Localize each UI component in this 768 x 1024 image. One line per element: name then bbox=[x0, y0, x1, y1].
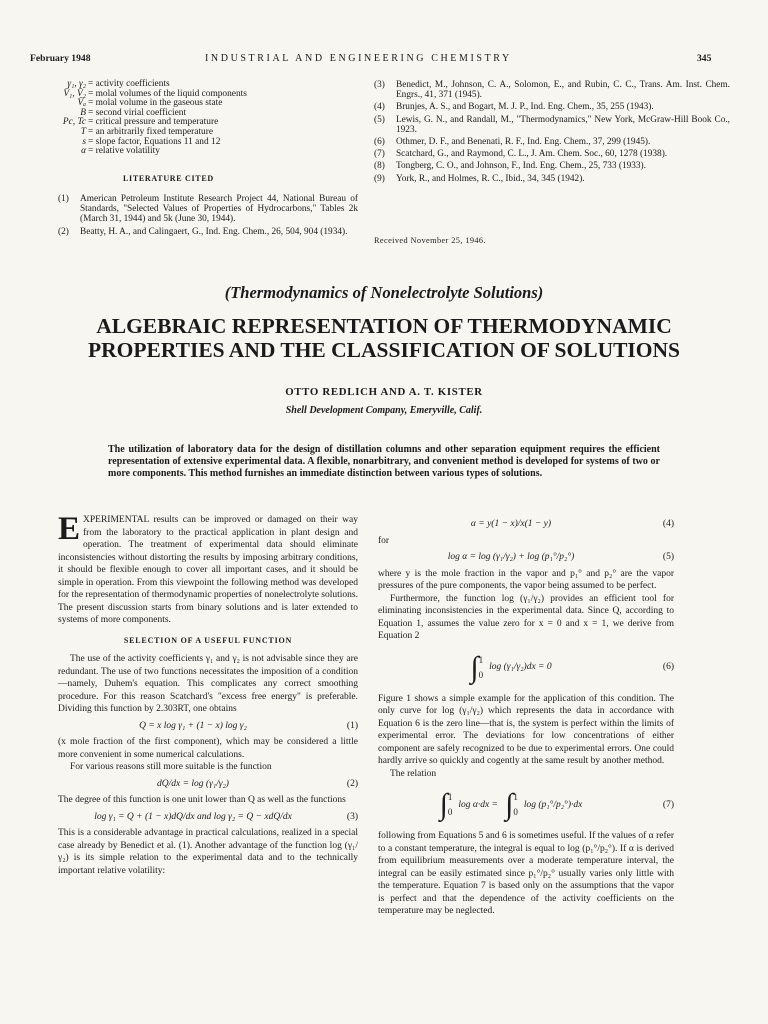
paragraph: The use of the activity coefficients γ₁ and γ₂ is not advisable since they are redundant. The use of two functions necessitates the imposition of a condition—namely, Duhem's equation. This complicates any correct smoothing procedure. For this reason Scatchard's "excess free energy" is preferable. Dividing this function by 2.303RT, one obtains bbox=[58, 654, 358, 714]
reference-item bbox=[374, 115, 730, 135]
symbol-definition: = slope factor, Equations 11 and 12 bbox=[88, 136, 221, 147]
integral-sign-icon: ∫ bbox=[470, 650, 479, 684]
intro-paragraph bbox=[58, 511, 358, 627]
integral-limits bbox=[479, 653, 484, 683]
references-right bbox=[374, 80, 730, 186]
integral-sign-icon: ∫ bbox=[505, 788, 514, 821]
series-title: (Thermodynamics of Nonelectrolyte Solutions) bbox=[224, 283, 544, 302]
lower-limit: 0 bbox=[513, 807, 518, 817]
nomenclature-list bbox=[46, 80, 346, 157]
nomenclature-item bbox=[46, 147, 346, 157]
integral bbox=[440, 790, 498, 820]
reference-text: Lewis, G. N., and Randall, M., "Thermodynamics," New York, McGraw-Hill Book Co., 1923. bbox=[396, 114, 730, 135]
equation-number: (2) bbox=[346, 778, 358, 789]
integral bbox=[470, 650, 552, 684]
header-page-number: 345 bbox=[697, 53, 712, 64]
integrand: log (p₁°/p₂°)·dx bbox=[523, 799, 583, 810]
reference-item bbox=[374, 174, 730, 184]
reference-item bbox=[374, 102, 730, 112]
reference-number: (7) bbox=[374, 149, 385, 160]
reference-text: American Petroleum Institute Research Project 44, National Bureau of Standards, "Selected Values of Properties of Hydrocarbons," Tables 2k (March 31, 1944) and 5k (June 30, 1944). bbox=[80, 194, 358, 225]
equation-body bbox=[378, 650, 644, 684]
equation-1 bbox=[58, 720, 358, 733]
paragraph: (x mole fraction of the first component), which may be considered a little more convenient in some numerical calculations. bbox=[58, 737, 358, 760]
equation-body: dQ/dx = log (γ₁/γ₂) bbox=[157, 778, 229, 789]
integrand: log (γ₁/γ₂)dx = 0 bbox=[489, 662, 552, 673]
upper-limit: 1 bbox=[513, 792, 518, 802]
integrand: log α·dx = bbox=[458, 799, 498, 810]
header-journal: INDUSTRIAL AND ENGINEERING CHEMISTRY bbox=[205, 53, 512, 64]
paragraph: Furthermore, the function log (γ₁/γ₂) provides an efficient tool for eliminating inconsistencies in the experimental data. Since Q, according to Equation 1, assumes the value zero for x = 0 and x = 1, we derive from Equation 2 bbox=[378, 593, 674, 641]
equation-number: (3) bbox=[346, 811, 358, 822]
equation-number: (1) bbox=[346, 720, 358, 731]
reference-text: Scatchard, G., and Raymond, C. L., J. Am. Chem. Soc., 60, 1278 (1938). bbox=[396, 149, 668, 160]
title-line-2: PROPERTIES AND THE CLASSIFICATION OF SOLUTIONS bbox=[87, 338, 681, 362]
reference-number: (2) bbox=[58, 226, 69, 237]
reference-item bbox=[374, 161, 730, 171]
title-line-1: ALGEBRAIC REPRESENTATION OF THERMODYNAMIC bbox=[96, 314, 672, 338]
equation-number: (5) bbox=[662, 552, 674, 562]
equation-number: (6) bbox=[662, 662, 674, 673]
reference-text: Brunjes, A. S., and Bogart, M. J. P., Ind. Eng. Chem., 35, 255 (1943). bbox=[396, 102, 654, 113]
equation-number: (7) bbox=[662, 799, 674, 810]
equation-number: (4) bbox=[662, 519, 674, 529]
reference-item bbox=[58, 194, 358, 225]
authors: OTTO REDLICH AND A. T. KISTER bbox=[285, 386, 483, 398]
symbol-key: α bbox=[81, 146, 86, 157]
reference-number: (6) bbox=[374, 137, 385, 148]
reference-number: (4) bbox=[374, 102, 385, 113]
reference-item bbox=[374, 149, 730, 159]
reference-item bbox=[374, 80, 730, 100]
symbol-key: B bbox=[80, 107, 86, 118]
lower-limit: 0 bbox=[447, 807, 453, 817]
equation-3 bbox=[58, 811, 358, 824]
reference-text: Benedict, M., Johnson, C. A., Solomon, E., and Rubin, C. C., Trans. Am. Inst. Chem. Engrs., 41, 371 (1945). bbox=[396, 80, 730, 101]
equation-4 bbox=[378, 518, 674, 531]
affiliation: Shell Development Company, Emeryville, Calif. bbox=[285, 405, 483, 416]
upper-limit: 1 bbox=[478, 654, 484, 665]
article-title bbox=[20, 314, 748, 362]
section-heading: SELECTION OF A USEFUL FUNCTION bbox=[123, 635, 293, 645]
symbol-definition: = second virial coefficient bbox=[88, 107, 187, 118]
equation-body bbox=[378, 790, 644, 820]
received-date: Received November 25, 1946. bbox=[374, 236, 486, 245]
paragraph: For various reasons still more suitable is the function bbox=[70, 762, 272, 772]
integral bbox=[505, 790, 582, 820]
intro-text: XPERIMENTAL results can be improved or damaged on their way from the laboratory to the practical application in plant design and operation. The treatment of experimental data should eliminate inconsistencies without distorting the results by imposing arbitrary conditions, it should be flexible enough to cover all important cases, and it should be simple in operation. From this viewpoint the following method was developed for the representation of thermodynamic properties of nonelectrolyte solutions. The present discussion starts from binary solutions and is later extended to systems of more components. bbox=[58, 515, 358, 625]
equation-7 bbox=[378, 790, 674, 820]
symbol-key: V̄₁, V̄₂ bbox=[63, 88, 86, 99]
paragraph: following from Equations 5 and 6 is sometimes useful. If the values of α refer to a constant temperature, the integral is equal to log (p₁°/p₂°). If α is derived from equilibrium measurements over a moderate temperature interval, the integral can be easily estimated since p₁°/p₂° usually varies only little with the temperature. Equation 7 is based only on the assumptions that the vapor is perfect and that the dependence of the activity coefficients on the temperature may be neglected. bbox=[378, 831, 674, 916]
symbol-key: V̄ₐ bbox=[77, 98, 86, 109]
paragraph: where y is the mole fraction in the vapor and p₁° and p₂° are the vapor pressures of the pure components, the vapor being assumed to be perfect. bbox=[378, 568, 674, 591]
body-column-right bbox=[378, 514, 674, 918]
reference-number: (1) bbox=[58, 194, 69, 204]
symbol-key: Pc, Tc bbox=[62, 117, 86, 128]
integral-sign-icon: ∫ bbox=[439, 788, 448, 821]
header-date: February 1948 bbox=[30, 53, 91, 64]
literature-cited-heading: LITERATURE CITED bbox=[123, 174, 214, 183]
reference-text: Beatty, H. A., and Calingaert, G., Ind. Eng. Chem., 26, 504, 904 (1934). bbox=[80, 226, 348, 237]
symbol-definition: = an arbitrarily fixed temperature bbox=[88, 126, 214, 137]
reference-number: (3) bbox=[374, 80, 385, 90]
equation-2 bbox=[58, 778, 358, 791]
lower-limit: 0 bbox=[478, 669, 484, 680]
reference-text: Tongberg, C. O., and Johnson, F., Ind. Eng. Chem., 25, 733 (1933). bbox=[396, 161, 646, 172]
paragraph: The degree of this function is one unit lower than Q as well as the functions bbox=[58, 795, 346, 805]
reference-item bbox=[374, 137, 730, 147]
symbol-key: T bbox=[80, 126, 86, 137]
equation-6 bbox=[378, 650, 674, 684]
equation-5 bbox=[378, 551, 674, 564]
integral-limits bbox=[513, 790, 518, 820]
symbol-key: γ₁, γ₂ bbox=[67, 79, 86, 89]
symbol-definition: = activity coefficients bbox=[88, 79, 170, 89]
symbol-definition: = molal volumes of the liquid components bbox=[88, 88, 247, 99]
equation-body: Q = x log γ₁ + (1 − x) log γ₂ bbox=[139, 720, 247, 731]
symbol-key: s bbox=[82, 136, 86, 147]
paragraph: The relation bbox=[390, 768, 437, 779]
symbol-definition: = critical pressure and temperature bbox=[88, 117, 219, 128]
integral-limits bbox=[448, 790, 453, 820]
equation-body: log γ₁ = Q + (1 − x)dQ/dx and log γ₂ = Q − xdQ/dx bbox=[94, 811, 292, 822]
reference-text: York, R., and Holmes, R. C., Ibid., 34, 345 (1942). bbox=[396, 173, 585, 184]
upper-limit: 1 bbox=[447, 792, 453, 802]
references-left bbox=[58, 194, 358, 239]
paragraph: This is a considerable advantage in practical calculations, realized in a special case already by Benedict et al. (1). Another advantage of the function log (γ₁/γ₂) is its simple relation to the experimental data and to the technically important relative volatility: bbox=[58, 828, 358, 876]
drop-cap: E bbox=[58, 511, 81, 547]
symbol-definition: = molal volume in the gaseous state bbox=[88, 98, 223, 109]
equation-body: log α = log (γ₁/γ₂) + log (p₁°/p₂°) bbox=[447, 552, 575, 562]
connector-word: for bbox=[378, 535, 390, 546]
equation-body: α = y(1 − x)/x(1 − y) bbox=[470, 519, 552, 529]
reference-number: (5) bbox=[374, 114, 385, 125]
reference-text: Othmer, D. F., and Benenati, R. F., Ind. Eng. Chem., 37, 299 (1945). bbox=[396, 137, 651, 148]
reference-number: (9) bbox=[374, 173, 385, 184]
paragraph: Figure 1 shows a simple example for the application of this condition. The only curve for log (γ₁/γ₂) which represents the data in accordance with Equation 6 is the zero line—that is, the system is perfect within the limits of experimental error. The deviations for low concentrations of either component are safely recognized to be due to experimental errors. One could hardly arrive so quickly and cogently at the same result by another method. bbox=[378, 693, 674, 766]
symbol-definition: = relative volatility bbox=[88, 146, 160, 157]
body-column-left bbox=[58, 511, 358, 877]
reference-number: (8) bbox=[374, 161, 385, 172]
reference-item bbox=[58, 227, 358, 237]
abstract: The utilization of laboratory data for the design of distillation columns and other separation equipment requires the efficient representation of extensive experimental data. A flexible, nonarbitrary, and convenient method is developed for systems of two or more components. This method furnishes an immediate distinction between various types of solutions. bbox=[108, 444, 660, 480]
